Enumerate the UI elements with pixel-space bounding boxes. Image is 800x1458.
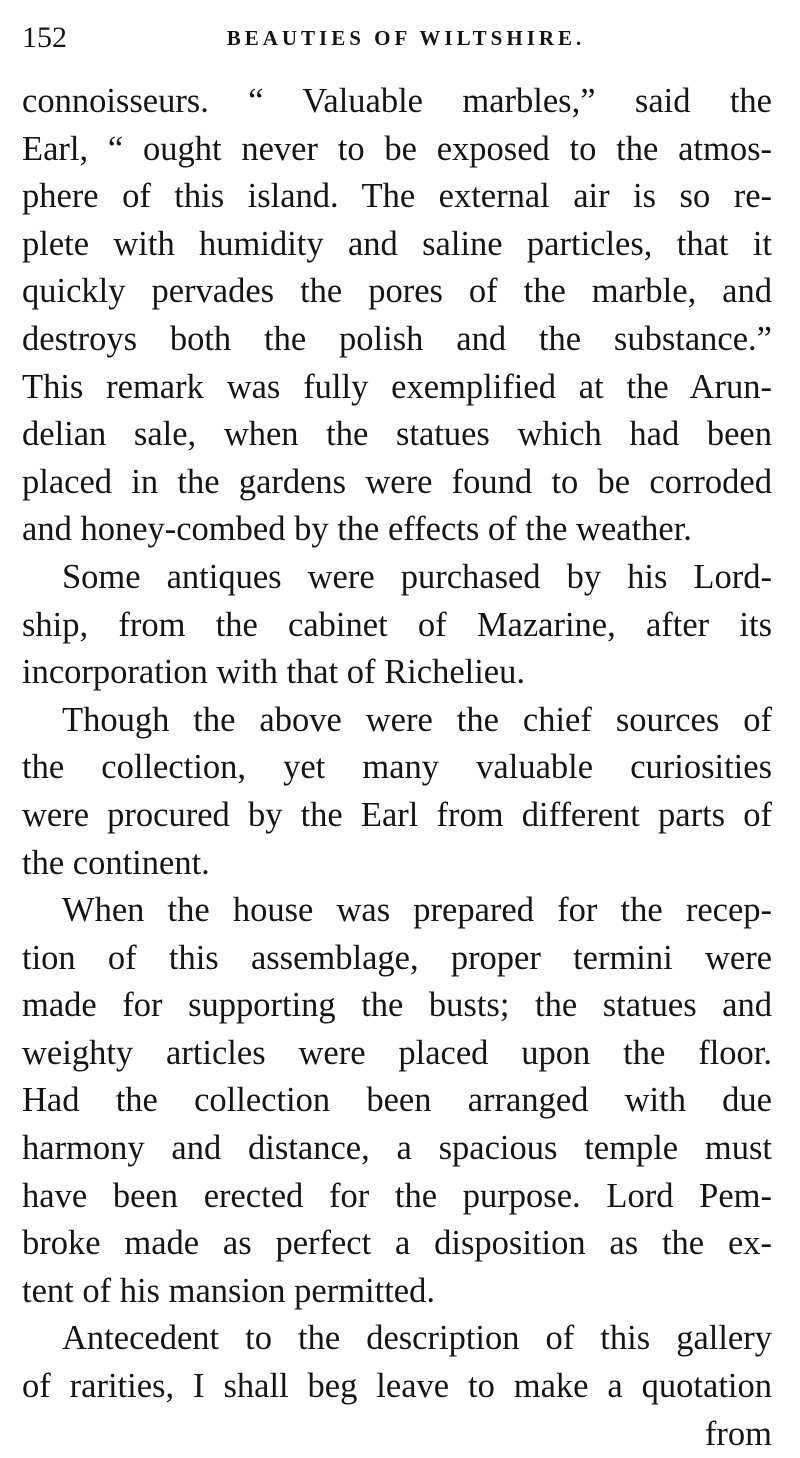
text-line: connoisseurs. “ Valuable marbles,” said the <box>22 82 772 120</box>
text-line: have been erected for the purpose. Lord Pem- <box>22 1176 772 1215</box>
text-line: phere of this island. The external air is so re- <box>22 177 772 216</box>
text-line: quickly pervades the pores of the marble, and <box>22 272 772 311</box>
text-line: This remark was fully exemplified at the Arun- <box>22 367 772 406</box>
page-header <box>22 18 770 58</box>
paragraph <box>22 887 772 1315</box>
paragraph <box>22 697 772 887</box>
text-line: ship, from the cabinet of Mazarine, after its <box>22 605 772 644</box>
text-line: the continent. <box>22 843 210 882</box>
text-line: Antecedent to the description of this gallery <box>62 1319 772 1358</box>
paragraph <box>22 554 772 697</box>
text-line: Earl, “ ought never to be exposed to the atmos- <box>22 129 772 168</box>
text-line: tion of this assemblage, proper termini were <box>22 938 772 977</box>
text-line: placed in the gardens were found to be corroded <box>22 462 772 501</box>
paragraph <box>22 1315 772 1410</box>
text-line: delian sale, when the statues which had been <box>22 415 772 454</box>
text-line: When the house was prepared for the recep- <box>62 891 772 930</box>
page-number: 152 <box>22 21 67 54</box>
text-line: incorporation with that of Richelieu. <box>22 653 525 692</box>
text-line: Had the collection been arranged with due <box>22 1081 772 1120</box>
text-line: destroys both the polish and the substance.” <box>22 319 772 358</box>
text-line: plete with humidity and saline particles, that it <box>22 224 772 263</box>
catchword: from <box>704 1414 772 1453</box>
text-line: broke made as perfect a disposition as the ex- <box>22 1224 772 1263</box>
text-line: weighty articles were placed upon the floor. <box>22 1033 772 1072</box>
text-line: were procured by the Earl from different parts of <box>22 795 772 834</box>
text-line: Though the above were the chief sources of <box>62 700 772 739</box>
text-line: tent of his mansion permitted. <box>22 1271 435 1310</box>
text-line: made for supporting the busts; the statues and <box>22 986 772 1025</box>
paragraph <box>22 78 772 554</box>
body-text <box>22 78 772 1458</box>
text-line: and honey-combed by the effects of the weather. <box>22 510 692 549</box>
text-line: harmony and distance, a spacious temple must <box>22 1129 772 1168</box>
text-line: Some antiques were purchased by his Lord- <box>62 557 772 596</box>
text-line: of rarities, I shall beg leave to make a quotation <box>22 1367 772 1406</box>
running-head: BEAUTIES OF WILTSHIRE. <box>226 26 586 50</box>
text-line: the collection, yet many valuable curiosities <box>22 748 772 787</box>
